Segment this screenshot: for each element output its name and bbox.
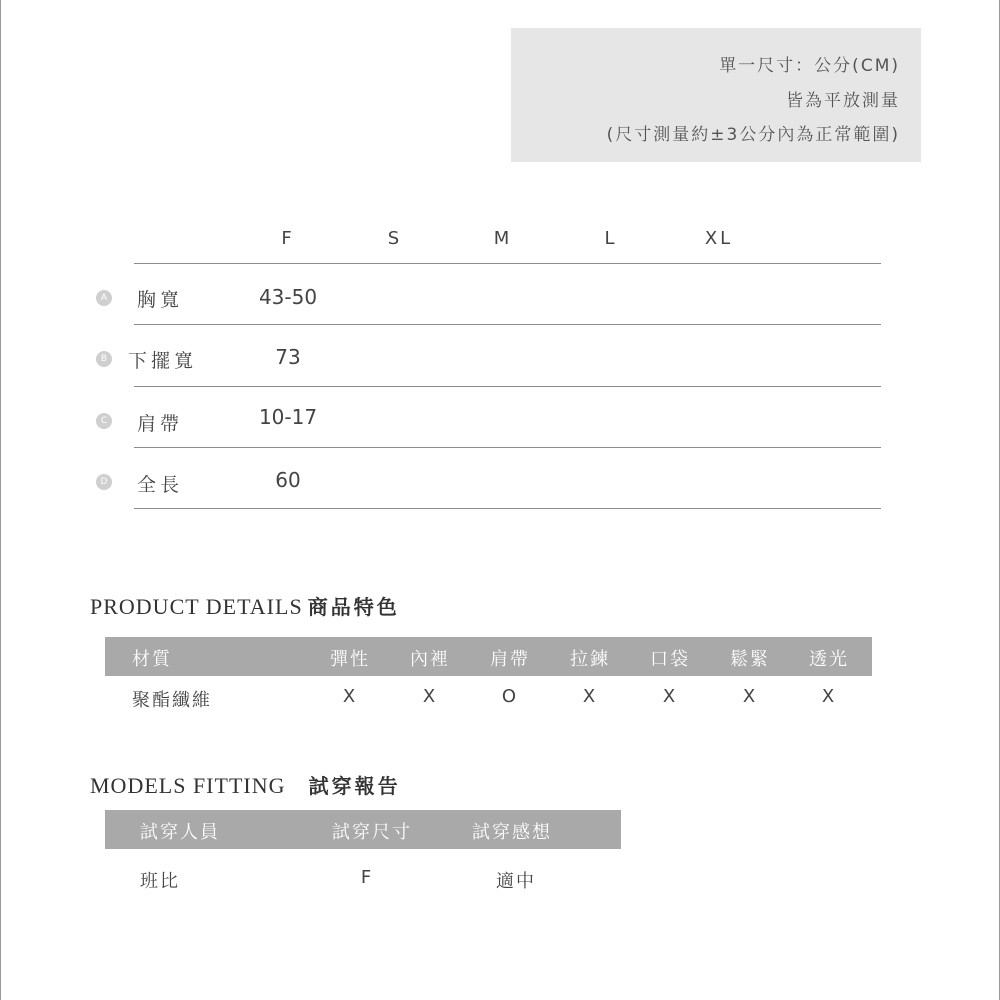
size-table-rule xyxy=(134,324,881,325)
value-stretch-band: X xyxy=(742,686,758,707)
value-zipper: X xyxy=(582,686,598,707)
product-details-title-en: PRODUCT DETAILS xyxy=(90,594,303,619)
measure-value-strap: 10-17 xyxy=(258,405,318,429)
size-table-rule xyxy=(134,508,881,509)
measure-value-hem: 73 xyxy=(275,345,301,369)
note-unit: 單一尺寸：公分(CM) xyxy=(719,56,900,76)
value-sheer: X xyxy=(821,686,837,707)
size-table-rule xyxy=(134,447,881,448)
size-header-xl: XL xyxy=(704,228,734,249)
header-model: 試穿人員 xyxy=(140,822,220,843)
measure-label-length: 全長 xyxy=(137,474,184,496)
header-zipper: 拉鍊 xyxy=(570,649,610,670)
size-table-rule xyxy=(134,263,881,264)
product-details-title xyxy=(90,591,400,620)
measure-label-hem: 下擺寬 xyxy=(128,350,198,372)
header-elasticity: 彈性 xyxy=(330,649,370,670)
marker-c-icon: C xyxy=(96,413,112,429)
header-material: 材質 xyxy=(132,649,172,670)
measurement-note xyxy=(511,28,921,162)
header-sheer: 透光 xyxy=(809,649,849,670)
value-lining: X xyxy=(422,686,438,707)
note-tolerance: (尺寸測量約±3公分內為正常範圍) xyxy=(606,125,900,145)
value-pocket: X xyxy=(662,686,678,707)
product-details-header-bar xyxy=(105,637,872,676)
models-fitting-title-zh: 試穿報告 xyxy=(308,774,401,798)
value-material: 聚酯纖維 xyxy=(132,690,212,711)
value-model-name: 班比 xyxy=(140,871,180,892)
value-fitting-feedback: 適中 xyxy=(496,871,536,892)
value-fitting-size: F xyxy=(360,867,374,888)
marker-b-icon: B xyxy=(96,351,112,367)
header-fitting-size: 試穿尺寸 xyxy=(332,822,412,843)
models-fitting-title-en: MODELS FITTING xyxy=(90,773,286,798)
note-method: 皆為平放測量 xyxy=(786,91,900,111)
header-lining: 內裡 xyxy=(410,649,450,670)
header-fitting-feedback: 試穿感想 xyxy=(472,822,552,843)
marker-d-icon: D xyxy=(96,474,112,490)
size-header-l: L xyxy=(604,228,618,249)
size-header-m: M xyxy=(493,228,513,249)
value-strap: O xyxy=(501,686,519,707)
measure-value-chest: 43-50 xyxy=(258,285,318,309)
models-fitting-title xyxy=(90,770,401,799)
measure-label-chest: 胸寬 xyxy=(137,289,184,311)
models-fitting-header-bar xyxy=(105,810,621,849)
marker-a-icon: A xyxy=(96,290,112,306)
size-table-rule xyxy=(134,386,881,387)
header-stretch-band: 鬆緊 xyxy=(730,649,770,670)
measure-label-strap: 肩帶 xyxy=(137,413,184,435)
header-strap: 肩帶 xyxy=(490,649,530,670)
header-pocket: 口袋 xyxy=(650,649,690,670)
value-elasticity: X xyxy=(342,686,358,707)
size-header-s: S xyxy=(387,228,403,249)
size-header-f: F xyxy=(281,228,295,249)
left-border xyxy=(0,0,1,1000)
product-details-title-zh: 商品特色 xyxy=(307,595,400,619)
measure-value-length: 60 xyxy=(275,468,301,492)
